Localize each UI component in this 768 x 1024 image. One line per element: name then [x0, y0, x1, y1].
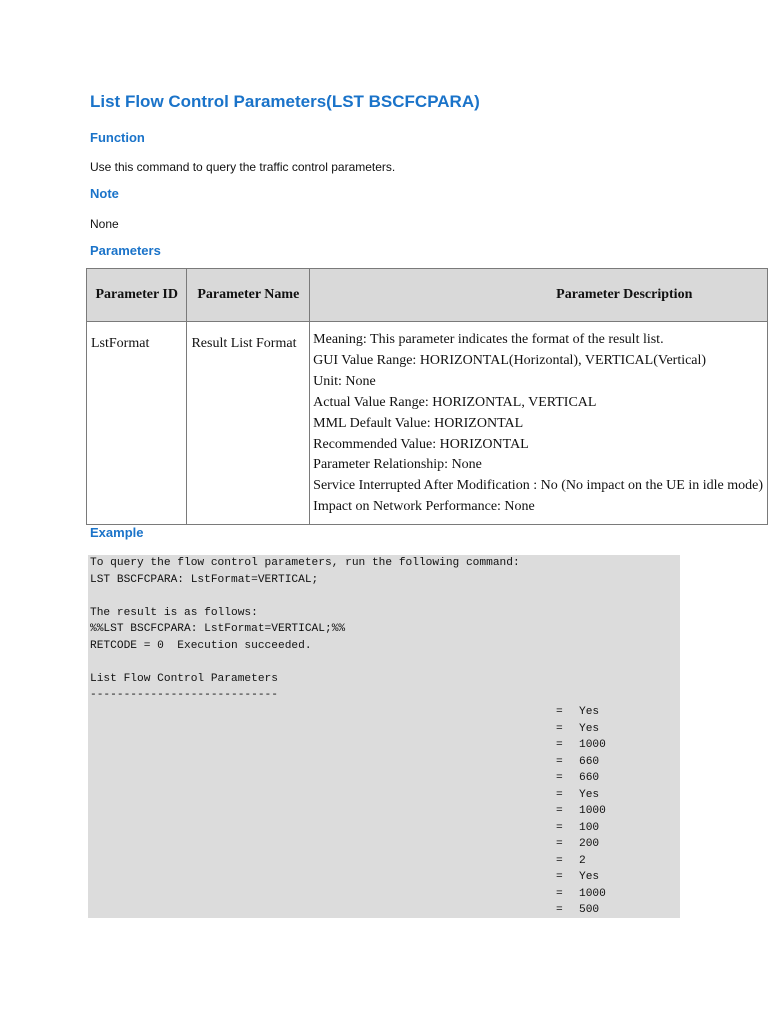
description-actual-value-range: Actual Value Range: HORIZONTAL, VERTICAL [313, 394, 597, 410]
result-value: 660 [579, 755, 600, 768]
parameter-id-cell: LstFormat [87, 322, 187, 525]
result-value: 500 [579, 904, 600, 916]
parameter-description-cell [310, 322, 768, 525]
result-value: 200 [579, 838, 600, 850]
code-line: The result is as follows: [90, 606, 258, 619]
column-header-parameter-name: Parameter Name [187, 269, 310, 322]
description-network-impact: Impact on Network Performance: None [313, 499, 535, 515]
parameters-table [86, 268, 768, 525]
parameters-heading: Parameters [90, 243, 161, 258]
note-heading: Note [90, 186, 119, 201]
description-service-interrupted: Service Interrupted After Modification : No (No impact on the UE in idle mode) [313, 478, 763, 494]
result-value: 1000 [579, 739, 606, 751]
example-heading: Example [90, 525, 144, 540]
equals-sign: = [556, 854, 563, 867]
column-header-parameter-description: Parameter Description [310, 269, 768, 322]
table-row [87, 322, 768, 525]
result-value: 1000 [579, 887, 606, 900]
result-value: Yes [579, 706, 600, 718]
code-line: List Flow Control Parameters [90, 672, 278, 685]
equals-sign: = [556, 838, 563, 850]
equals-sign: = [556, 904, 563, 916]
code-line: RETCODE = 0 Execution succeeded. [90, 639, 312, 652]
parameter-name-cell: Result List Format [187, 322, 310, 525]
equals-sign: = [556, 871, 563, 883]
equals-sign: = [556, 821, 563, 834]
equals-sign: = [556, 755, 563, 768]
description-relationship: Parameter Relationship: None [313, 457, 482, 473]
result-value: Yes [579, 871, 600, 883]
description-mml-default: MML Default Value: HORIZONTAL [313, 415, 524, 431]
result-value: 2 [579, 854, 586, 867]
equals-sign: = [556, 887, 563, 900]
result-value: 100 [579, 821, 600, 834]
code-line: %%LST BSCFCPARA: LstFormat=VERTICAL;%% [90, 623, 346, 635]
result-value: Yes [579, 788, 600, 801]
code-line: To query the flow control parameters, run the following command: [90, 557, 520, 569]
equals-sign: = [556, 722, 563, 735]
description-unit: Unit: None [313, 373, 376, 389]
column-header-parameter-id: Parameter ID [87, 269, 187, 322]
function-heading: Function [90, 130, 145, 145]
table-header-row [87, 269, 768, 322]
page-title: List Flow Control Parameters(LST BSCFCPARA) [90, 92, 480, 111]
equals-sign: = [556, 805, 563, 817]
equals-sign: = [556, 706, 563, 718]
code-line: ---------------------------- [90, 689, 278, 701]
equals-sign: = [556, 739, 563, 751]
code-line: LST BSCFCPARA: LstFormat=VERTICAL; [90, 573, 319, 586]
result-value: 660 [579, 772, 600, 784]
equals-sign: = [556, 788, 563, 801]
description-recommended-value: Recommended Value: HORIZONTAL [313, 436, 529, 452]
result-value: Yes [579, 722, 600, 735]
equals-sign: = [556, 772, 563, 784]
result-value: 1000 [579, 805, 606, 817]
description-meaning: Meaning: This parameter indicates the format of the result list. [313, 332, 664, 347]
note-text: None [90, 217, 119, 231]
description-gui-value-range: GUI Value Range: HORIZONTAL(Horizontal), VERTICAL(Vertical) [313, 352, 707, 368]
function-text: Use this command to query the traffic control parameters. [90, 160, 396, 174]
example-code-block [88, 555, 680, 918]
